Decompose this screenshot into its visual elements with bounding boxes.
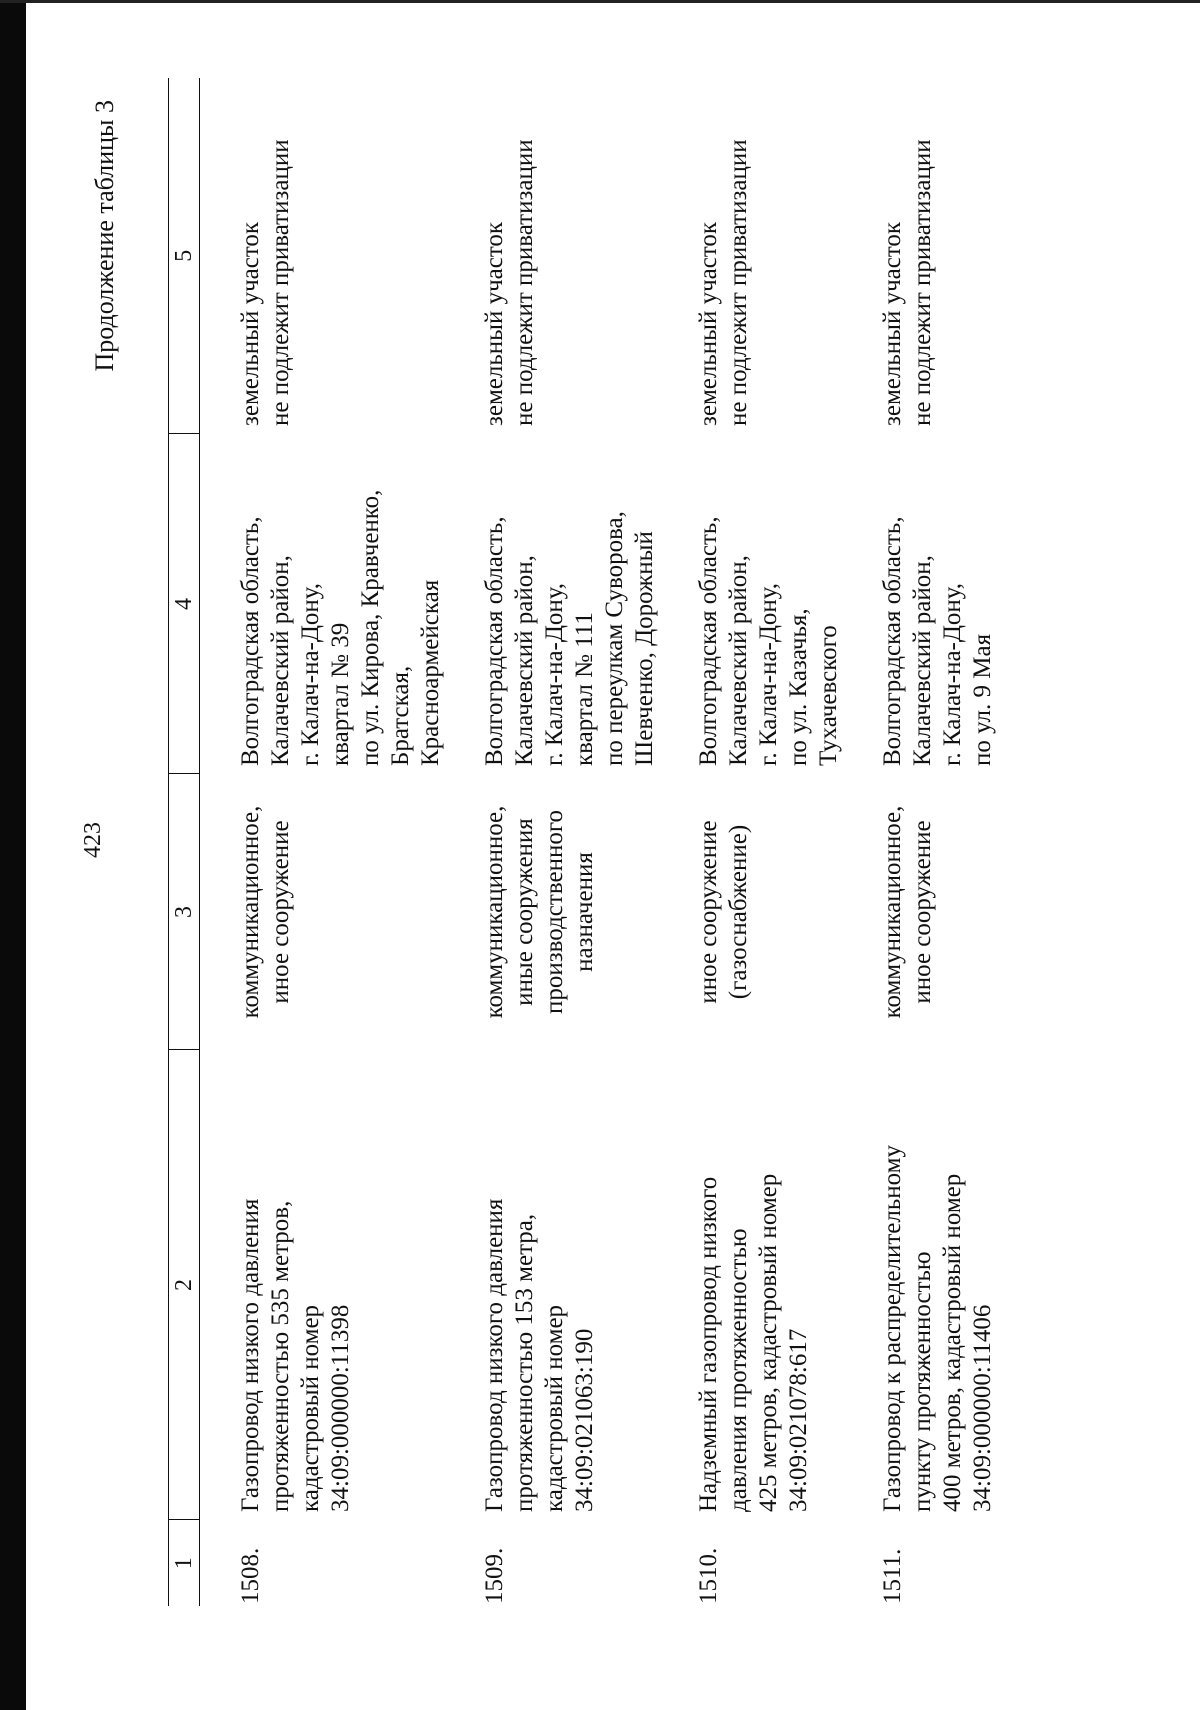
land-status-line: не подлежит приватизации <box>725 139 752 426</box>
object-name-line: кадастровый номер <box>297 1304 324 1512</box>
object-address-line: г. Калач-на-Дону, <box>939 582 966 766</box>
page-number: 423 <box>80 822 106 858</box>
object-address-line: Волгоградская область, <box>237 516 264 766</box>
object-address-line: Тухачевского <box>815 625 842 766</box>
land-status-line: земельный участок <box>237 221 264 426</box>
table-row <box>200 78 447 1606</box>
object-name-line: 34:09:021063:190 <box>571 1328 598 1512</box>
row-number-cell: 1509. <box>481 1547 508 1604</box>
land-status-line: не подлежит приватизации <box>909 139 936 426</box>
object-name-line: Газопровод низкого давления <box>237 1198 264 1512</box>
table-continuation-label: Продолжение таблицы 3 <box>90 100 119 372</box>
object-address-line: Калачевский район, <box>267 555 294 766</box>
land-status-line: не подлежит приватизации <box>511 139 538 426</box>
object-type-line: (газоснабжение) <box>725 824 752 1000</box>
land-status-cell <box>844 78 998 434</box>
column-header-4: 4 <box>169 434 200 774</box>
land-status-cell <box>200 78 447 434</box>
object-name-line: протяженностью 535 метров, <box>267 1200 294 1512</box>
object-type-line: коммуникационное, <box>481 805 508 1019</box>
row-number-cell: 1511. <box>879 1548 906 1604</box>
table-row <box>446 78 660 1606</box>
object-address-line: квартал № 39 <box>327 622 354 766</box>
object-name-line: 400 метров, кадастровый номер <box>939 1173 966 1512</box>
column-header-1: 1 <box>169 1520 200 1606</box>
object-address-line: Калачевский район, <box>725 555 752 766</box>
object-type-line: назначения <box>571 852 598 972</box>
object-address-line: по ул. Казачья, <box>785 608 812 766</box>
object-address-line: Волгоградская область, <box>879 516 906 766</box>
object-name-line: Газопровод к распределительному <box>879 1145 906 1512</box>
object-name-line: давления протяженностью <box>725 1228 752 1512</box>
object-name-line: 34:09:021078:617 <box>785 1328 812 1512</box>
object-address-cell <box>200 434 447 774</box>
object-name-line: 425 метров, кадастровый номер <box>755 1173 782 1512</box>
object-name-line: кадастровый номер <box>541 1304 568 1512</box>
object-name-cell <box>446 1050 660 1520</box>
land-status-line: земельный участок <box>879 221 906 426</box>
table-row <box>844 78 998 1606</box>
object-address-cell <box>844 434 998 774</box>
table-header-row <box>169 78 200 1606</box>
object-type-line: иное сооружение <box>695 820 722 1004</box>
object-type-line: иное сооружение <box>909 820 936 1004</box>
object-type-cell <box>446 774 660 1050</box>
row-number-cell: 1508. <box>237 1547 264 1604</box>
object-name-line: Газопровод низкого давления <box>481 1198 508 1512</box>
object-address-line: по ул. 9 Мая <box>969 633 996 766</box>
object-type-cell <box>200 774 447 1050</box>
object-name-cell <box>844 1050 998 1520</box>
object-type-cell <box>660 774 844 1050</box>
object-type-line: иное сооружение <box>267 820 294 1004</box>
row-number-cell: 1510. <box>695 1547 722 1604</box>
land-status-cell <box>660 78 844 434</box>
land-status-cell <box>446 78 660 434</box>
object-address-line: квартал № 111 <box>571 612 598 766</box>
object-address-line: по переулкам Суворова, <box>601 511 628 766</box>
object-address-line: Волгоградская область, <box>481 516 508 766</box>
object-address-line: Волгоградская область, <box>695 516 722 766</box>
object-type-line: иные сооружения <box>511 818 538 1006</box>
object-address-cell <box>660 434 844 774</box>
object-type-cell <box>844 774 998 1050</box>
land-status-line: не подлежит приватизации <box>267 139 294 426</box>
object-name-line: 34:09:000000:11398 <box>327 1304 354 1512</box>
object-address-line: Братская, <box>387 665 414 766</box>
object-address-line: г. Калач-на-Дону, <box>541 582 568 766</box>
object-type-line: производственного <box>541 810 568 1014</box>
object-address-line: г. Калач-на-Дону, <box>297 582 324 766</box>
object-name-cell <box>200 1050 447 1520</box>
land-status-line: земельный участок <box>481 221 508 426</box>
object-address-line: г. Калач-на-Дону, <box>755 582 782 766</box>
object-address-cell <box>446 434 660 774</box>
column-header-2: 2 <box>169 1050 200 1520</box>
column-header-5: 5 <box>169 78 200 434</box>
object-name-line: пункту протяженностью <box>909 1251 936 1512</box>
object-address-line: по ул. Кирова, Кравченко, <box>357 489 384 766</box>
object-type-line: коммуникационное, <box>879 805 906 1019</box>
object-name-line: Надземный газопровод низкого <box>695 1176 722 1512</box>
land-status-line: земельный участок <box>695 221 722 426</box>
property-table <box>168 78 998 1606</box>
object-address-line: Шевченко, Дорожный <box>631 531 658 766</box>
object-name-cell <box>660 1050 844 1520</box>
object-type-line: коммуникационное, <box>237 805 264 1019</box>
column-header-3: 3 <box>169 774 200 1050</box>
object-name-line: 34:09:000000:11406 <box>969 1304 996 1512</box>
table-row <box>660 78 844 1606</box>
object-name-line: протяженностью 153 метра, <box>511 1213 538 1512</box>
object-address-line: Красноармейская <box>417 579 444 766</box>
object-address-line: Калачевский район, <box>909 555 936 766</box>
object-address-line: Калачевский район, <box>511 555 538 766</box>
